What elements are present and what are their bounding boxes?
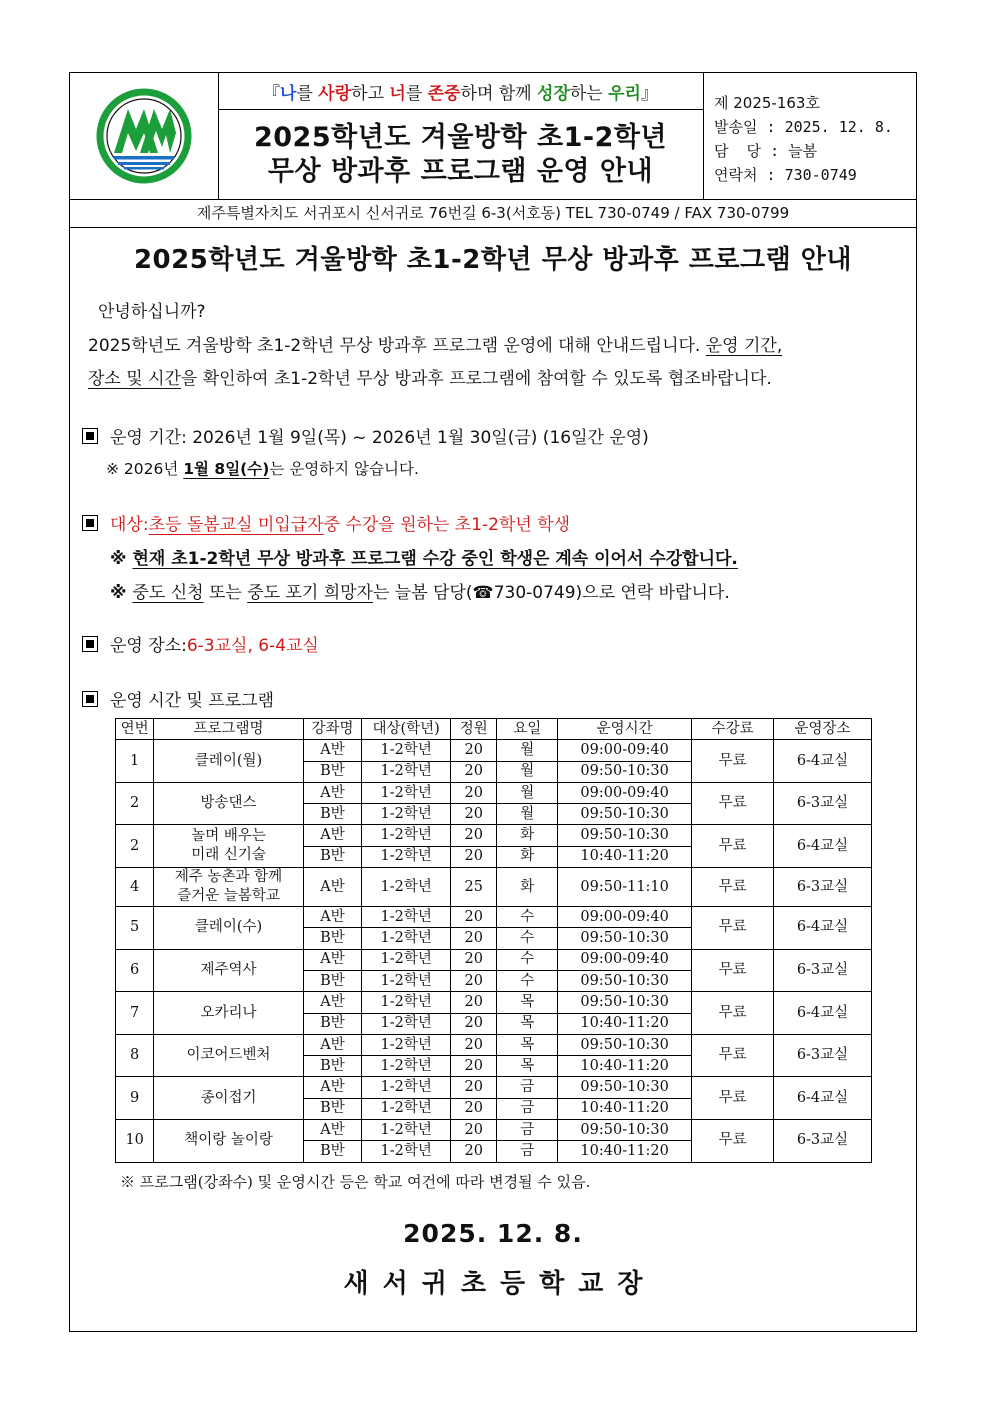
program-name: 놀며 배우는 미래 신기술: [154, 825, 303, 868]
program-name: 클레이(수): [154, 907, 303, 950]
person-in-charge: 담 당 : 늘봄: [714, 142, 818, 160]
table-header-cell: 강좌명: [303, 719, 362, 740]
class-time: 09:50-10:30: [558, 1077, 692, 1098]
section-bullet-icon: [82, 636, 98, 652]
program-number: 4: [116, 868, 154, 907]
class-room: 6-3교실: [774, 868, 872, 907]
slogan-segment: 우리: [608, 83, 641, 104]
capacity: 20: [451, 740, 497, 761]
target-grade: 1-2학년: [362, 868, 451, 907]
class-name: B반: [303, 1013, 362, 1034]
document-number: 제 2025-163호: [714, 94, 820, 112]
class-name: B반: [303, 1056, 362, 1077]
class-room: 6-3교실: [774, 1034, 872, 1077]
section-bullet-icon: [82, 691, 98, 707]
intro-line-2-text: 을 확인하여 초1-2학년 무상 방과후 프로그램에 참여할 수 있도록 협조바랍니다.: [180, 369, 772, 389]
target-grade: 1-2학년: [362, 1056, 451, 1077]
class-name: A반: [303, 1077, 362, 1098]
program-number: 10: [116, 1120, 154, 1163]
sent-date: 발송일 : 2025. 12. 8.: [714, 118, 893, 136]
class-time: 09:00-09:40: [558, 740, 692, 761]
target-underline: 초등 돌봄교실 미입급자: [148, 515, 324, 535]
tuition-fee: 무료: [692, 992, 774, 1035]
capacity: 20: [451, 992, 497, 1013]
document-info: [703, 73, 916, 199]
section-period: [82, 423, 649, 448]
period-note-date: 1월 8일(수): [183, 460, 270, 478]
class-name: B반: [303, 1098, 362, 1119]
intro-underline-place-time: 장소 및 시간: [88, 369, 181, 389]
slogan-segment: 하고: [351, 83, 390, 104]
class-name: B반: [303, 928, 362, 949]
program-name: 제주 농촌과 함께 즐거운 늘봄학교: [154, 868, 303, 907]
target-grade: 1-2학년: [362, 992, 451, 1013]
table-header-cell: 정원: [451, 719, 497, 740]
intro-underline-period: 운영 기간,: [705, 336, 783, 356]
tuition-fee: 무료: [692, 1077, 774, 1120]
target-grade: 1-2학년: [362, 740, 451, 761]
program-number: 5: [116, 907, 154, 950]
target-note-2-mark: ※: [110, 583, 133, 603]
table-header-cell: 요일: [497, 719, 558, 740]
slogan-segment: 를: [405, 83, 428, 104]
table-row: [116, 1077, 872, 1098]
class-time: 09:00-09:40: [558, 907, 692, 928]
class-room: 6-3교실: [774, 1120, 872, 1163]
main-title: 2025학년도 겨울방학 초1-2학년 무상 방과후 프로그램 안내: [133, 245, 853, 275]
capacity: 20: [451, 825, 497, 846]
program-name: 종이접기: [154, 1077, 303, 1120]
target-label: 대상:: [110, 515, 149, 535]
weekday: 금: [497, 1077, 558, 1098]
weekday: 수: [497, 928, 558, 949]
section-place: [82, 631, 319, 656]
capacity: 20: [451, 782, 497, 803]
class-name: B반: [303, 761, 362, 782]
target-grade: 1-2학년: [362, 1141, 451, 1162]
class-name: A반: [303, 949, 362, 970]
capacity: 20: [451, 804, 497, 825]
table-header-cell: 운영시간: [558, 719, 692, 740]
class-time: 10:40-11:20: [558, 1098, 692, 1119]
slogan-segment: 』: [640, 83, 658, 104]
program-number: 2: [116, 825, 154, 868]
class-name: B반: [303, 846, 362, 867]
weekday: 수: [497, 907, 558, 928]
program-table: [115, 718, 872, 1163]
weekday: 금: [497, 1098, 558, 1119]
table-row: [116, 1034, 872, 1055]
tuition-fee: 무료: [692, 825, 774, 868]
class-room: 6-4교실: [774, 740, 872, 783]
class-time: 09:00-09:40: [558, 782, 692, 803]
tuition-fee: 무료: [692, 868, 774, 907]
capacity: 20: [451, 761, 497, 782]
target-note-1-mark: ※: [110, 549, 133, 569]
tuition-fee: 무료: [692, 907, 774, 950]
table-header-cell: 운영장소: [774, 719, 872, 740]
target-note-2-end: 는 늘봄 담당(☎730-0749)으로 연락 바랍니다.: [372, 583, 730, 603]
contact-number: 연락처 : 730-0749: [714, 166, 857, 184]
class-room: 6-3교실: [774, 949, 872, 992]
slogan-segment: 존중: [427, 83, 461, 104]
target-grade: 1-2학년: [362, 949, 451, 970]
class-time: 09:50-10:30: [558, 825, 692, 846]
place-label: 운영 장소:: [110, 636, 187, 656]
class-name: A반: [303, 868, 362, 907]
table-row: [116, 825, 872, 846]
intro-line-2: [88, 364, 772, 389]
capacity: 20: [451, 907, 497, 928]
class-time: 10:40-11:20: [558, 1141, 692, 1162]
program-number: 9: [116, 1077, 154, 1120]
class-room: 6-4교실: [774, 907, 872, 950]
slogan-segment: 나: [280, 83, 297, 104]
class-name: A반: [303, 1034, 362, 1055]
capacity: 20: [451, 1120, 497, 1141]
capacity: 20: [451, 1141, 497, 1162]
table-header-cell: 프로그램명: [154, 719, 303, 740]
school-logo-icon: [70, 73, 218, 199]
school-address: 제주특별자치도 서귀포시 신서귀로 76번길 6-3(서호동) TEL 730-0749 / FAX 730-0799: [70, 199, 916, 228]
target-grade: 1-2학년: [362, 1098, 451, 1119]
class-name: B반: [303, 1141, 362, 1162]
weekday: 월: [497, 761, 558, 782]
target-grade: 1-2학년: [362, 846, 451, 867]
greeting: 안녕하십니까?: [98, 302, 206, 322]
principal-signature: 새서귀초등학교장: [343, 1269, 657, 1299]
slogan-segment: 너: [389, 83, 406, 104]
tuition-fee: 무료: [692, 1034, 774, 1077]
header-title-line1: 2025학년도 겨울방학 초1-2학년: [253, 122, 668, 153]
weekday: 목: [497, 1013, 558, 1034]
class-time: 09:50-10:30: [558, 1034, 692, 1055]
class-time: 09:50-10:30: [558, 992, 692, 1013]
table-row: [116, 949, 872, 970]
class-time: 09:50-11:10: [558, 868, 692, 907]
capacity: 20: [451, 1034, 497, 1055]
weekday: 월: [497, 782, 558, 803]
tuition-fee: 무료: [692, 782, 774, 825]
target-note-2-mid: 또는: [203, 583, 248, 603]
weekday: 수: [497, 970, 558, 991]
capacity: 20: [451, 1098, 497, 1119]
target-grade: 1-2학년: [362, 761, 451, 782]
target-note-2: [110, 578, 730, 603]
target-grade: 1-2학년: [362, 907, 451, 928]
logo-cell: [70, 73, 219, 199]
capacity: 20: [451, 1056, 497, 1077]
target-grade: 1-2학년: [362, 804, 451, 825]
table-header-cell: 대상(학년): [362, 719, 451, 740]
program-number: 7: [116, 992, 154, 1035]
program-name: 오카리나: [154, 992, 303, 1035]
program-number: 6: [116, 949, 154, 992]
class-time: 09:50-10:30: [558, 804, 692, 825]
program-name: 책이랑 놀이랑: [154, 1120, 303, 1163]
target-note-2-u2: 중도 포기 희망자: [247, 583, 373, 603]
class-name: A반: [303, 992, 362, 1013]
table-header-row: [116, 719, 872, 740]
schedule-title: 운영 시간 및 프로그램: [110, 691, 275, 711]
footnote: ※ 프로그램(강좌수) 및 운영시간 등은 학교 여건에 따라 변경될 수 있음.: [120, 1173, 591, 1191]
document-frame: [69, 72, 917, 1332]
capacity: 25: [451, 868, 497, 907]
slogan-segment: 성장: [537, 83, 570, 104]
table-row: [116, 992, 872, 1013]
weekday: 목: [497, 1056, 558, 1077]
table-body: [116, 740, 872, 1162]
slogan-segment: 사랑: [318, 83, 352, 104]
class-time: 10:40-11:20: [558, 1013, 692, 1034]
period-note-a: ※ 2026년: [106, 460, 184, 478]
tuition-fee: 무료: [692, 949, 774, 992]
target-grade: 1-2학년: [362, 970, 451, 991]
place-value: 6-3교실, 6-4교실: [186, 636, 319, 656]
section-target: [82, 510, 570, 535]
program-name: 이코어드벤처: [154, 1034, 303, 1077]
class-room: 6-3교실: [774, 782, 872, 825]
tuition-fee: 무료: [692, 1120, 774, 1163]
target-grade: 1-2학년: [362, 1120, 451, 1141]
weekday: 월: [497, 740, 558, 761]
section-schedule: [82, 686, 274, 711]
table-row: [116, 907, 872, 928]
weekday: 목: [497, 992, 558, 1013]
weekday: 금: [497, 1120, 558, 1141]
table-header-cell: 연번: [116, 719, 154, 740]
slogan: [218, 73, 703, 110]
slogan-segment: 『: [263, 83, 281, 104]
target-grade: 1-2학년: [362, 1034, 451, 1055]
target-grade: 1-2학년: [362, 1013, 451, 1034]
target-grade: 1-2학년: [362, 825, 451, 846]
program-name: 방송댄스: [154, 782, 303, 825]
class-name: A반: [303, 825, 362, 846]
weekday: 화: [497, 825, 558, 846]
target-grade: 1-2학년: [362, 782, 451, 803]
class-time: 09:50-10:30: [558, 1120, 692, 1141]
table-row: [116, 1120, 872, 1141]
slogan-segment: 하는: [569, 83, 609, 104]
program-number: 8: [116, 1034, 154, 1077]
intro-line-1: [88, 331, 782, 356]
target-rest: 중 수강을 원하는 초1-2학년 학생: [323, 515, 571, 535]
class-name: A반: [303, 782, 362, 803]
capacity: 20: [451, 1077, 497, 1098]
document-header: [70, 73, 916, 200]
class-time: 10:40-11:20: [558, 1056, 692, 1077]
weekday: 화: [497, 868, 558, 907]
table-row: [116, 782, 872, 803]
program-name: 클레이(월): [154, 740, 303, 783]
capacity: 20: [451, 928, 497, 949]
section-bullet-icon: [82, 515, 98, 531]
issue-date: 2025. 12. 8.: [403, 1219, 583, 1248]
class-room: 6-4교실: [774, 825, 872, 868]
program-number: 1: [116, 740, 154, 783]
slogan-segment: 하며 함께: [460, 83, 538, 104]
weekday: 수: [497, 949, 558, 970]
header-title-line2: 무상 방과후 프로그램 운영 안내: [267, 156, 654, 187]
weekday: 월: [497, 804, 558, 825]
capacity: 20: [451, 1013, 497, 1034]
weekday: 금: [497, 1141, 558, 1162]
weekday: 목: [497, 1034, 558, 1055]
target-note-1-text: 현재 초1-2학년 무상 방과후 프로그램 수강 중인 학생은 계속 이어서 수강합니다.: [132, 549, 738, 569]
class-room: 6-4교실: [774, 992, 872, 1035]
class-time: 09:50-10:30: [558, 970, 692, 991]
class-name: B반: [303, 970, 362, 991]
intro-line-1-text: 2025학년도 겨울방학 초1-2학년 무상 방과후 프로그램 운영에 대해 안내드립니다.: [88, 336, 706, 356]
header-title: [218, 109, 703, 199]
program-name: 제주역사: [154, 949, 303, 992]
target-grade: 1-2학년: [362, 928, 451, 949]
class-name: B반: [303, 804, 362, 825]
table-row: [116, 740, 872, 761]
section-bullet-icon: [82, 428, 98, 444]
class-time: 10:40-11:20: [558, 846, 692, 867]
weekday: 화: [497, 846, 558, 867]
target-grade: 1-2학년: [362, 1077, 451, 1098]
period-note-b: 는 운영하지 않습니다.: [269, 460, 419, 478]
target-note-1: [110, 544, 738, 569]
table-header-cell: 수강료: [692, 719, 774, 740]
slogan-segment: 를: [296, 83, 319, 104]
class-time: 09:00-09:40: [558, 949, 692, 970]
capacity: 20: [451, 949, 497, 970]
period-note: [106, 457, 419, 479]
class-name: A반: [303, 907, 362, 928]
capacity: 20: [451, 970, 497, 991]
program-number: 2: [116, 782, 154, 825]
period-text: 운영 기간: 2026년 1월 9일(목) ~ 2026년 1월 30일(금) (16일간 운영): [110, 428, 649, 448]
class-name: A반: [303, 740, 362, 761]
tuition-fee: 무료: [692, 740, 774, 783]
class-time: 09:50-10:30: [558, 761, 692, 782]
capacity: 20: [451, 846, 497, 867]
class-room: 6-4교실: [774, 1077, 872, 1120]
target-note-2-u1: 중도 신청: [132, 583, 204, 603]
class-name: A반: [303, 1120, 362, 1141]
class-time: 09:50-10:30: [558, 928, 692, 949]
